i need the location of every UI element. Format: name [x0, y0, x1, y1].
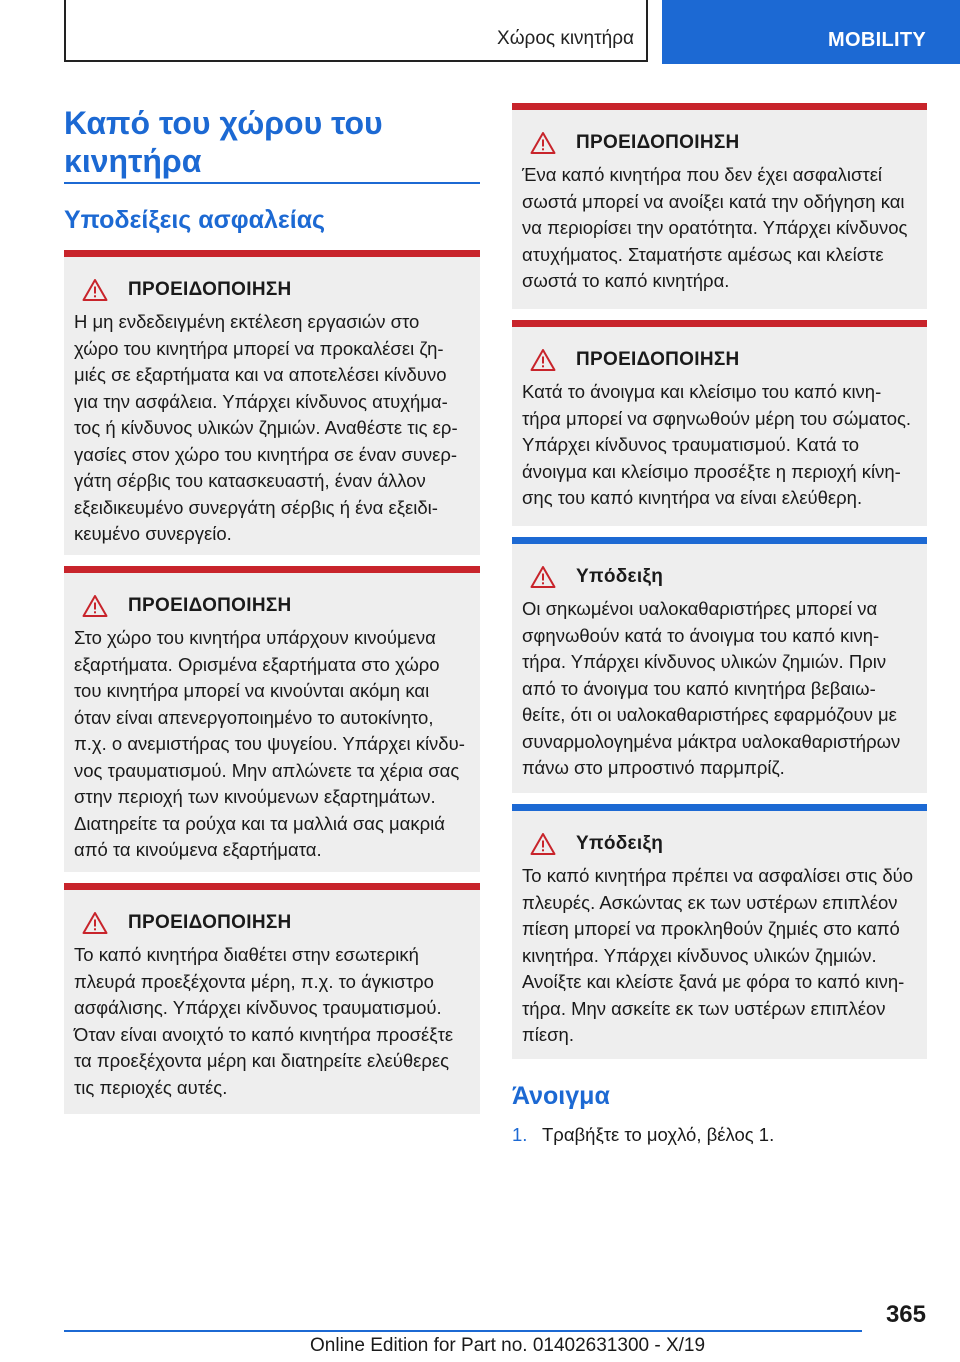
warning-text: [522, 162, 917, 295]
notice-triangle-icon: [530, 565, 556, 589]
page-title-line-1: Καπό του χώρου του: [64, 105, 383, 141]
warning-label: ΠΡΟΕΙΔΟΠΟΙΗΣΗ: [128, 279, 292, 300]
notice-text: [522, 596, 917, 782]
header-section-tab: [64, 0, 648, 62]
text-line: χώρο του κινητήρα μπορεί να προκαλέσει ζη-: [74, 337, 444, 359]
step-number: 1.: [512, 1124, 528, 1145]
notice-box-2: [512, 804, 927, 1059]
page-number: 365: [885, 1301, 926, 1328]
title-divider: [64, 182, 480, 184]
text-line: πλευρά προεξέχοντα μέρη, π.χ. το άγκιστρο: [74, 970, 434, 992]
text-line: τήρα μπορεί να σφηνωθούν μέρη του σώματος.: [522, 407, 912, 429]
warning-box-4: [512, 103, 927, 309]
text-line: κινητήρα. Υπάρχει κίνδυνος υλικών ζημιών.: [522, 944, 877, 966]
header-section-label: Χώρος κινητήρα: [497, 28, 634, 49]
text-line: από τα κινούμενα εξαρτήματα.: [74, 839, 322, 860]
warning-box-5: [512, 320, 927, 526]
step-text: Τραβήξτε το μοχλό, βέλος 1.: [542, 1124, 775, 1145]
text-line: θείτε, ότι οι υαλοκαθαριστήρες εφαρμόζουν με: [522, 704, 897, 725]
text-line: όταν είναι απενεργοποιημένο το αυτοκίνητο,: [74, 706, 434, 728]
notice-label: Υπόδειξη: [576, 566, 664, 587]
text-line: ατυχήματος. Σταματήστε αμέσως και κλείστε: [522, 243, 884, 265]
text-line: άνοιγμα και κλείσιμο προσέξτε η περιοχή κίνη-: [522, 460, 901, 482]
warning-triangle-icon: [82, 594, 108, 618]
warning-text: [74, 942, 470, 1101]
text-line: πίεση.: [522, 1024, 574, 1045]
warning-text: [74, 309, 470, 548]
warning-triangle-icon: [82, 278, 108, 302]
text-line: τις περιοχές αυτές.: [74, 1076, 228, 1098]
text-line: τα προεξέχοντα μέρη και διατηρείτε ελεύθερες: [74, 1050, 450, 1071]
text-line: πλευρές. Ασκώντας εκ των υστέρων επιπλέον: [522, 891, 898, 913]
text-line: ασφάλισης. Υπάρχει κίνδυνος τραυματισμού.: [74, 997, 442, 1018]
text-line: σωστά το καπό κινητήρα.: [522, 270, 730, 291]
warning-text: [74, 625, 470, 864]
text-line: πάνω στο μπροστινό παρμπρίζ.: [522, 757, 785, 778]
text-line: εξειδικευμένο συνεργάτη σέρβις ή ένα εξειδι-: [74, 496, 438, 518]
page-title-line-2: κινητήρα: [64, 143, 202, 179]
text-line: σωστά μπορεί να ανοίξει κατά την οδήγηση και: [522, 190, 905, 212]
footer-divider: [64, 1330, 862, 1332]
footer-edition: [310, 1335, 705, 1357]
text-line: από το άνοιγμα του καπό κινητήρα βεβαιω-: [522, 677, 876, 699]
warning-box-1: [64, 250, 480, 555]
text-line: Κατά το άνοιγμα και κλείσιμο του καπό κινη-: [522, 381, 882, 402]
notice-label: Υπόδειξη: [576, 833, 664, 854]
text-line: Διατηρείτε τα ρούχα και τα μαλλιά σας μακριά: [74, 812, 445, 834]
text-line: σης του καπό κινητήρα να είναι ελεύθερη.: [522, 487, 863, 508]
text-line: τήρα. Υπάρχει κίνδυνος υλικών ζημιών. Πριν: [522, 651, 887, 672]
text-line: γάτη σέρβις του κατασκευαστή, έναν άλλον: [74, 470, 426, 491]
warning-box-3: [64, 883, 480, 1114]
text-line: τήρα. Μην ασκείτε εκ των υστέρων επιπλέον: [522, 997, 886, 1019]
warning-triangle-icon: [530, 131, 556, 155]
text-line: π.χ. ο ανεμιστήρας του ψυγείου. Υπάρχει κίνδυ-: [74, 733, 465, 754]
footer-edition-text: Online Edition for Part no. 01402631300 - X/19: [310, 1335, 706, 1356]
text-line: Στο χώρο του κινητήρα υπάρχουν κινούμενα: [74, 627, 436, 648]
text-line: σφηνωθούν κατά το άνοιγμα του καπό κινη-: [522, 624, 880, 646]
warning-label: ΠΡΟΕΙΔΟΠΟΙΗΣΗ: [576, 132, 740, 153]
text-line: Το καπό κινητήρα διαθέτει στην εσωτερική: [74, 944, 419, 965]
section-subtitle: Υποδείξεις ασφαλείας: [64, 206, 326, 234]
header-chapter-tab: [662, 0, 960, 64]
warning-label: ΠΡΟΕΙΔΟΠΟΙΗΣΗ: [576, 349, 740, 370]
text-line: Ανοίξτε και κλείστε ξανά με φόρα το καπό κινη-: [522, 971, 905, 992]
text-line: Οι σηκωμένοι υαλοκαθαριστήρες μπορεί να: [522, 598, 878, 619]
text-line: εξαρτήματα. Ορισμένα εξαρτήματα στο χώρο: [74, 653, 440, 675]
text-line: πίεση μπορεί να προκληθούν ζημιές στο καπό: [522, 918, 900, 939]
header-chapter-label: MOBILITY: [828, 29, 926, 51]
text-line: κευμένο συνεργείο.: [74, 523, 232, 544]
warning-box-2: [64, 566, 480, 872]
warning-triangle-icon: [82, 911, 108, 935]
warning-text: [522, 379, 917, 512]
text-line: Όταν είναι ανοιχτό το καπό κινητήρα προσέξτε: [74, 1023, 454, 1045]
text-line: Η μη ενδεδειγμένη εκτέλεση εργασιών στο: [74, 311, 420, 332]
text-line: του κινητήρα μπορεί να κινούνται ακόμη και: [74, 680, 430, 701]
text-line: Το καπό κινητήρα πρέπει να ασφαλίσει στις δύο: [522, 865, 914, 886]
text-line: στην περιοχή των κινούμενων εξαρτημάτων.: [74, 786, 436, 807]
list-item: [512, 1122, 774, 1148]
text-line: Υπάρχει κίνδυνος τραυματισμού. Κατά το: [522, 434, 860, 455]
notice-text: [522, 863, 917, 1049]
warning-label: ΠΡΟΕΙΔΟΠΟΙΗΣΗ: [128, 912, 292, 933]
warning-label: ΠΡΟΕΙΔΟΠΟΙΗΣΗ: [128, 595, 292, 616]
text-line: να περιορίσει την ορατότητα. Υπάρχει κίνδυνος: [522, 217, 908, 238]
text-line: γασίες στον χώρο του κινητήρα σε έναν συνερ-: [74, 443, 458, 465]
warning-triangle-icon: [530, 348, 556, 372]
text-line: Ένα καπό κινητήρα που δεν έχει ασφαλιστεί: [522, 164, 883, 185]
text-line: για την ασφάλεια. Υπάρχει κίνδυνος ατυχήμα-: [74, 390, 448, 412]
opening-heading: Άνοιγμα: [512, 1082, 610, 1110]
text-line: μιές σε εξαρτήματα και να αποτελέσει κίνδυνο: [74, 364, 447, 385]
notice-triangle-icon: [530, 832, 556, 856]
text-line: τος ή κίνδυνος υλικών ζημιών. Αναθέστε τις ερ-: [74, 417, 458, 438]
page-title: [64, 104, 480, 180]
text-line: συναρμολογημένα μάκτρα υαλοκαθαριστήρων: [522, 730, 901, 752]
text-line: νος τραυματισμού. Μην απλώνετε τα χέρια σας: [74, 759, 460, 781]
notice-box-1: [512, 537, 927, 793]
